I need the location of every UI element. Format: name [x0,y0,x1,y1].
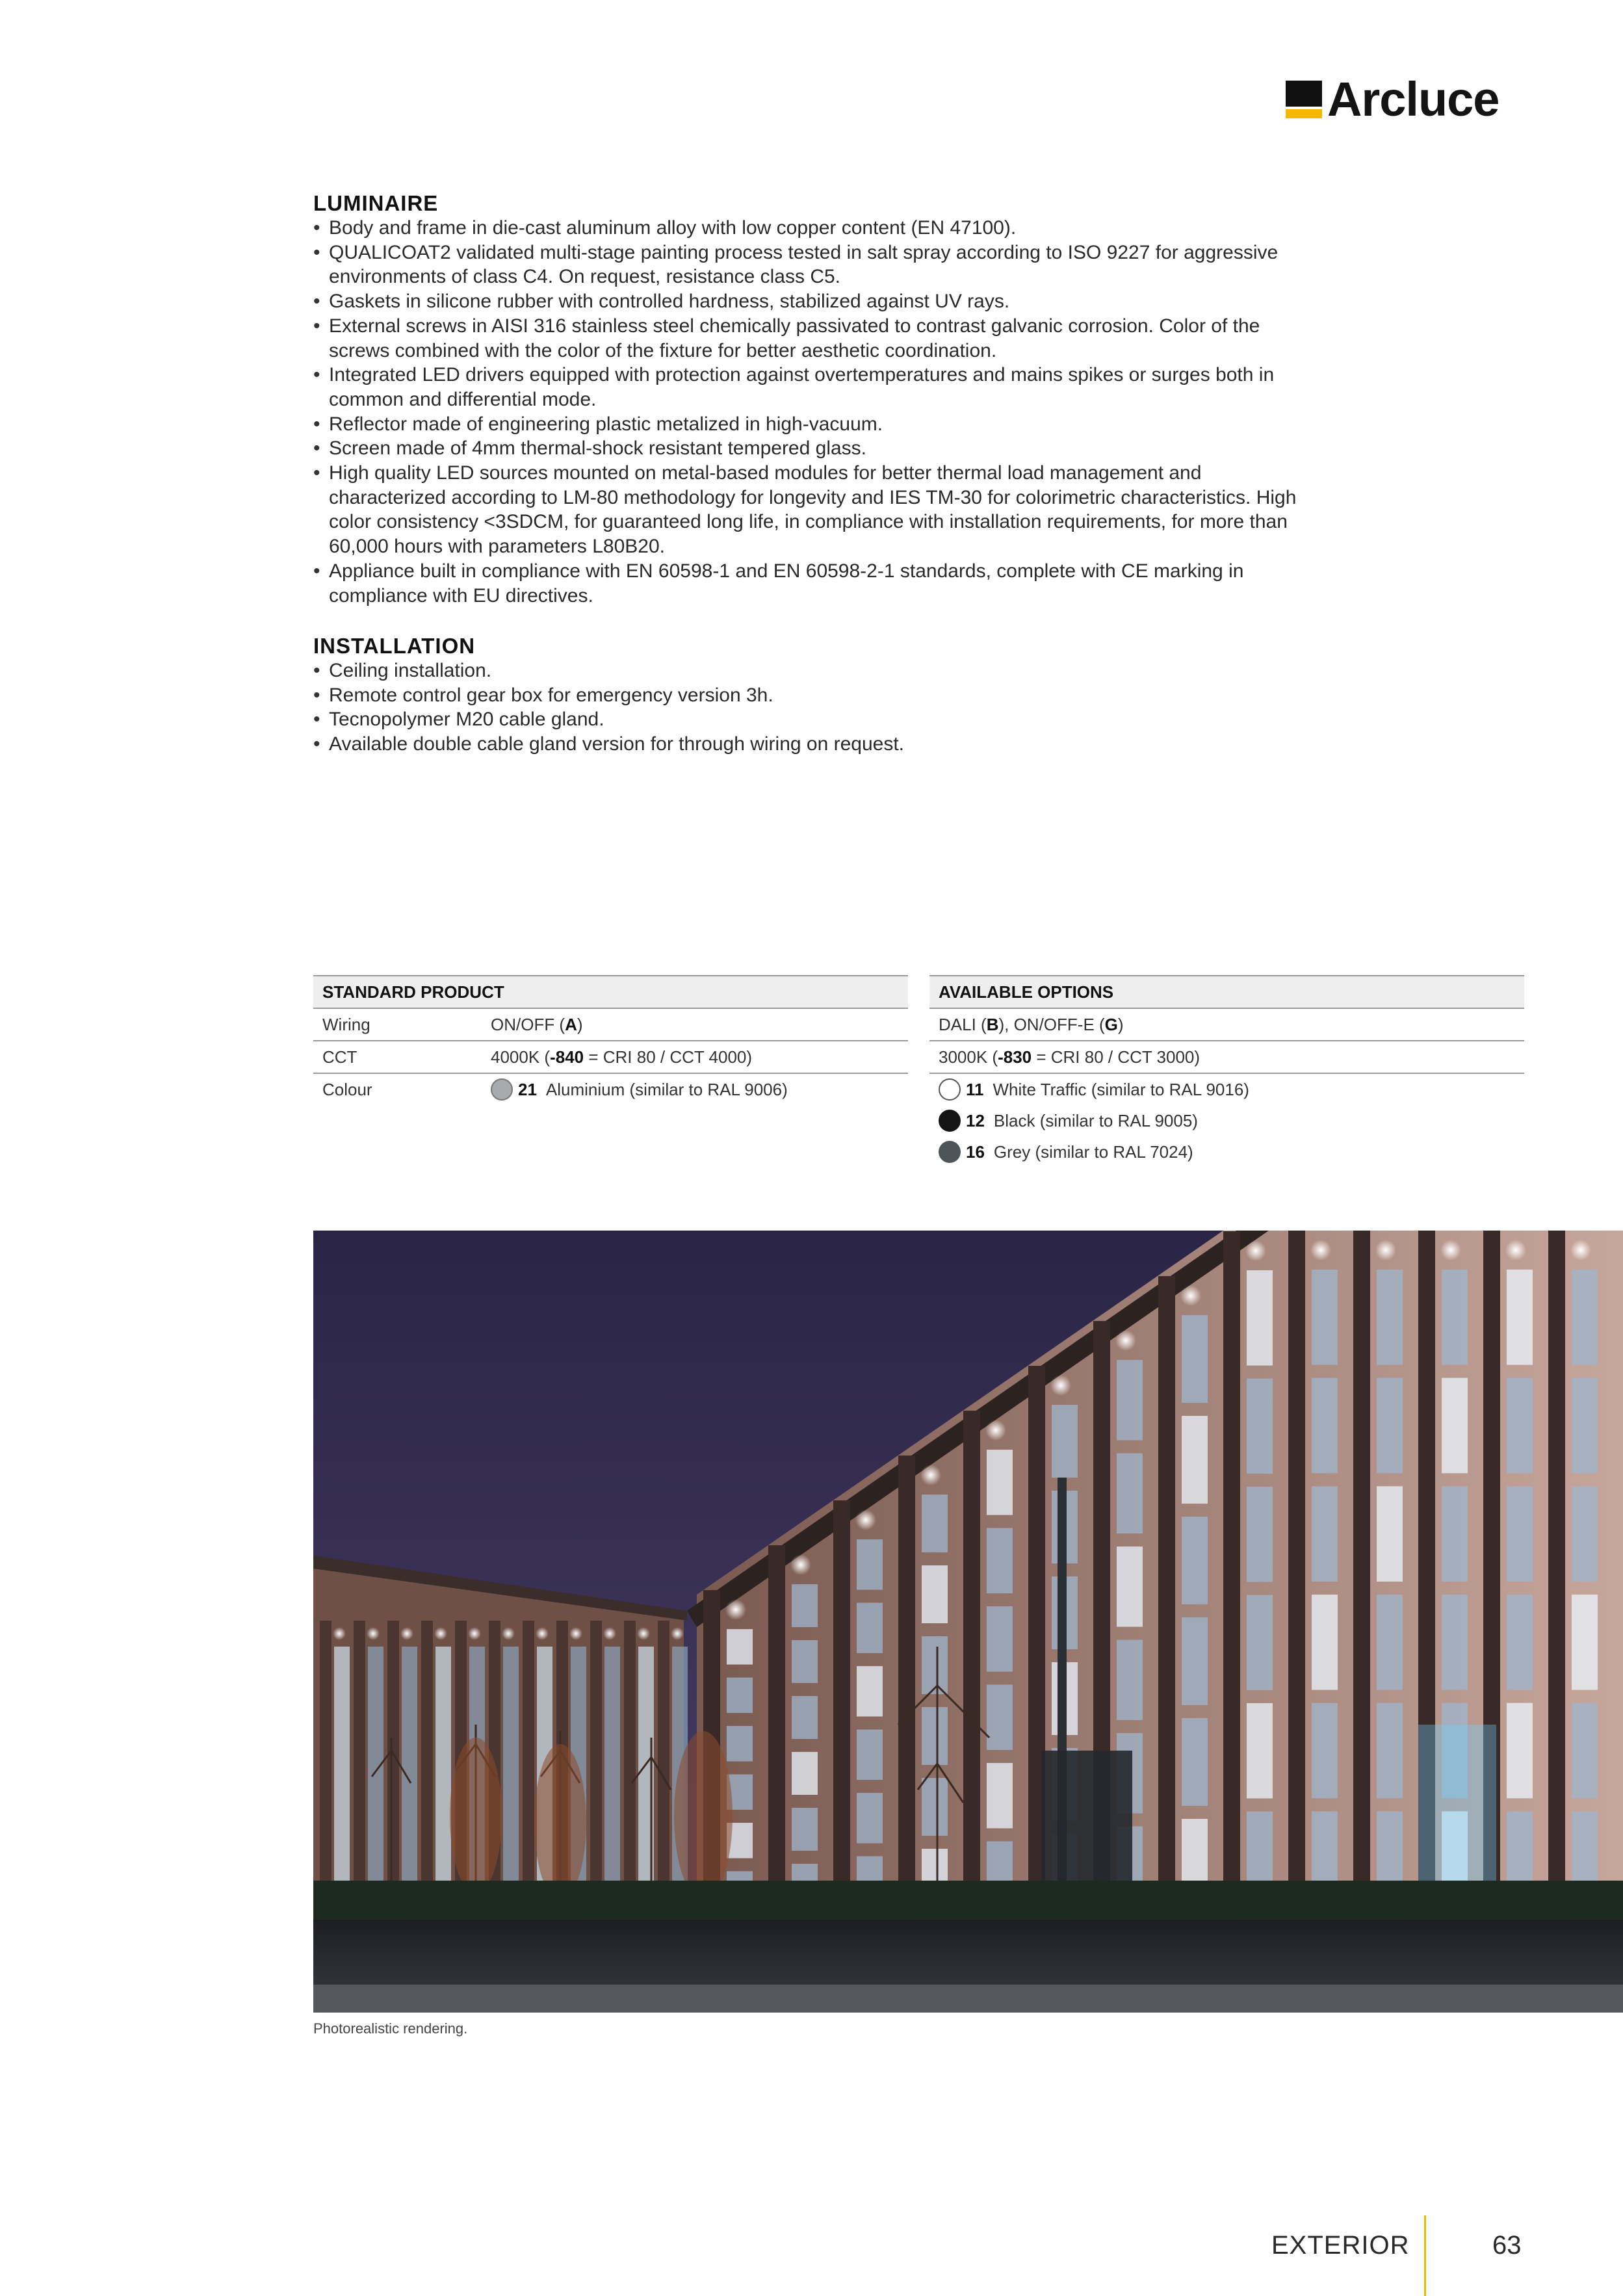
list-item: • Available double cable gland version for through wiring on request. [313,732,1301,757]
standard-product-table [313,975,908,1105]
colour-swatch [939,1110,961,1132]
installation-heading: INSTALLATION [313,634,476,658]
list-item: • Ceiling installation. [313,659,1301,683]
table-row [313,1074,908,1105]
wiring-text: ), ON/OFF-E ( [998,1015,1105,1034]
colour-label: Colour [322,1080,372,1099]
cct-text: 3000K ( [939,1047,998,1067]
list-item: • QUALICOAT2 validated multi-stage painting process tested in salt spray according to ISO 9227 for aggressive environments of class C4. On request, resistance class C5. [313,241,1301,289]
wiring-code: G [1104,1015,1118,1034]
list-item: • Body and frame in die-cast aluminum alloy with low copper content (EN 47100). [313,216,1301,241]
luminaire-list [313,216,1301,608]
cct-code: -840 [550,1047,584,1067]
standard-product-heading: STANDARD PRODUCT [313,976,908,1009]
luminaire-section [313,191,1301,608]
available-options-heading: AVAILABLE OPTIONS [929,976,1524,1009]
cct-value [487,1041,752,1073]
logo-mark-icon [1286,81,1322,118]
colour-code: 12 [966,1110,985,1130]
available-options-table [929,975,1524,1168]
photo-caption: Photorealistic rendering. [313,2020,468,2037]
colour-code: 16 [966,1141,985,1162]
list-item: • Tecnopolymer M20 cable gland. [313,707,1301,732]
cct-text: 4000K ( [491,1047,551,1067]
colour-option [929,1074,1524,1105]
colour-swatch [939,1141,961,1163]
building-photo [313,1231,1623,2013]
list-item: • Reflector made of engineering plastic metalized in high-vacuum. [313,412,1301,437]
luminaire-heading: LUMINAIRE [313,191,439,215]
colour-name: Aluminium (similar to RAL 9006) [545,1080,788,1099]
wiring-code: A [565,1015,577,1034]
colour-option [929,1136,1524,1168]
cct-end: = CRI 80 / CCT 3000) [1032,1047,1201,1067]
cct-options [929,1041,1200,1073]
brand-logo [1286,72,1500,126]
wiring-code: B [986,1015,999,1034]
list-item: • Integrated LED drivers equipped with protection against overtemperatures and mains spikes or surges both in common and differential mode. [313,363,1301,411]
wiring-options [929,1009,1124,1040]
colour-name: Grey (similar to RAL 7024) [993,1141,1193,1162]
cct-end: = CRI 80 / CCT 4000) [584,1047,753,1067]
cct-label: CCT [322,1047,357,1067]
wiring-label: Wiring [322,1015,370,1034]
colour-swatch [491,1078,513,1101]
colour-code: 11 [966,1079,984,1099]
wiring-text: ON/OFF ( [491,1015,565,1034]
list-item: • Screen made of 4mm thermal-shock resistant tempered glass. [313,436,1301,461]
brand-name: Arcluce [1327,72,1500,126]
wiring-end: ) [577,1015,583,1034]
wiring-end: ) [1117,1015,1124,1034]
installation-section [313,634,1301,757]
table-row [313,1041,908,1074]
cct-code: -830 [998,1047,1032,1067]
list-item: • Remote control gear box for emergency version 3h. [313,683,1301,708]
colour-code: 21 [518,1080,537,1099]
colour-name: White Traffic (similar to RAL 9016) [993,1079,1249,1099]
table-row [929,1009,1524,1041]
page-number: 63 [1492,2231,1522,2260]
list-item: • External screws in AISI 316 stainless steel chemically passivated to contrast galvanic corrosion. Color of the screws combined with the color of the fixture for better aesthetic coordination. [313,314,1301,363]
colour-name: Black (similar to RAL 9005) [993,1110,1198,1130]
colour-swatch [939,1078,961,1101]
list-item: • High quality LED sources mounted on metal-based modules for better thermal load management and characterized according to LM-80 methodology for longevity and IES TM-30 for colorimetric characteristics. High color consistency <3SDCM, for guaranteed long life, in compliance with installation requirements, for more than 60,000 hours with parameters L80B20. [313,461,1301,559]
table-row [313,1009,908,1041]
wiring-value [487,1009,583,1040]
list-item: • Gaskets in silicone rubber with controlled hardness, stabilized against UV rays. [313,289,1301,314]
wiring-text: DALI ( [939,1015,987,1034]
installation-list [313,659,1301,757]
footer-divider [1424,2215,1426,2296]
table-row [929,1041,1524,1074]
colour-value [487,1074,788,1105]
list-item: • Appliance built in compliance with EN 60598-1 and EN 60598-2-1 standards, complete with CE marking in compliance with EU directives. [313,559,1301,608]
colour-option [929,1105,1524,1136]
footer-section: EXTERIOR [1271,2231,1410,2260]
